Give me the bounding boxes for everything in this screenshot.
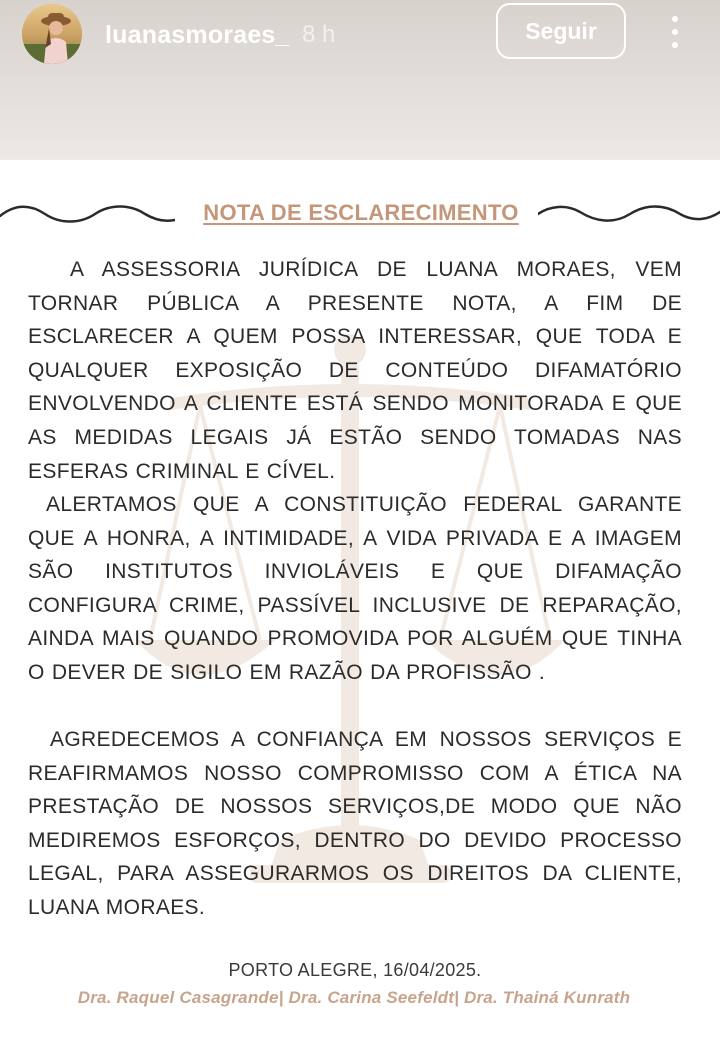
paragraph-2: ALERTAMOS QUE A CONSTITUIÇÃO FEDERAL GARANTE QUE A HONRA, A INTIMIDADE, A VIDA PRIVADA E A IMAGEM SÃO INSTITUTOS INVIOLÁVEIS E QUE DIFAMAÇÃO CONFIGURA CRIME, PASSÍVEL INCLUSIVE DE REPARAÇÃO, AINDA MAIS QUANDO PROMOVIDA POR ALGUÉM QUE TINHA O DEVER DE SIGILO EM RAZÃO DA PROFISSÃO . bbox=[28, 493, 682, 684]
place-and-date: PORTO ALEGRE, 16/04/2025. bbox=[228, 960, 482, 980]
story-header bbox=[0, 0, 720, 160]
avatar-image bbox=[22, 4, 82, 64]
more-options-button[interactable] bbox=[660, 10, 690, 54]
follow-button[interactable]: Seguir bbox=[496, 3, 626, 59]
more-vertical-icon bbox=[672, 42, 678, 48]
profile-avatar[interactable] bbox=[22, 4, 82, 64]
username[interactable]: luanasmoraes_ bbox=[105, 21, 290, 49]
more-vertical-icon bbox=[672, 16, 678, 22]
post-timestamp: 8 h bbox=[302, 21, 336, 48]
paragraph-3: AGREDECEMOS A CONFIANÇA EM NOSSOS SERVIÇOS E REAFIRMAMOS NOSSO COMPROMISSO COM A ÉTICA NA PRESTAÇÃO DE NOSSOS SERVIÇOS,DE MODO QUE NÃO MEDIREMOS ESFORÇOS, DENTRO DO DEVIDO PROCESSO LEGAL, PARA ASSEGURARMOS OS DIREITOS DA CLIENTE, LUANA MORAES. bbox=[28, 728, 682, 919]
story-document bbox=[0, 160, 720, 1041]
paragraph-1: A ASSESSORIA JURÍDICA DE LUANA MORAES, VEM TORNAR PÚBLICA A PRESENTE NOTA, A FIM DE ESCLARECER A QUEM POSSA INTERESSAR, QUE TODA E QUALQUER EXPOSIÇÃO DE CONTEÚDO DIFAMATÓRIO ENVOLVENDO A CLIENTE ESTÁ SENDO MONITORADA E QUE AS MEDIDAS LEGAIS JÁ ESTÃO SENDO TOMADAS NAS ESFERAS CRIMINAL E CÍVEL. bbox=[28, 258, 682, 483]
document-title: NOTA DE ESCLARECIMENTO bbox=[203, 200, 519, 225]
more-vertical-icon bbox=[672, 29, 678, 35]
signatures: Dra. Raquel Casagrande| Dra. Carina Seefeldt| Dra. Thainá Kunrath bbox=[77, 988, 631, 1007]
